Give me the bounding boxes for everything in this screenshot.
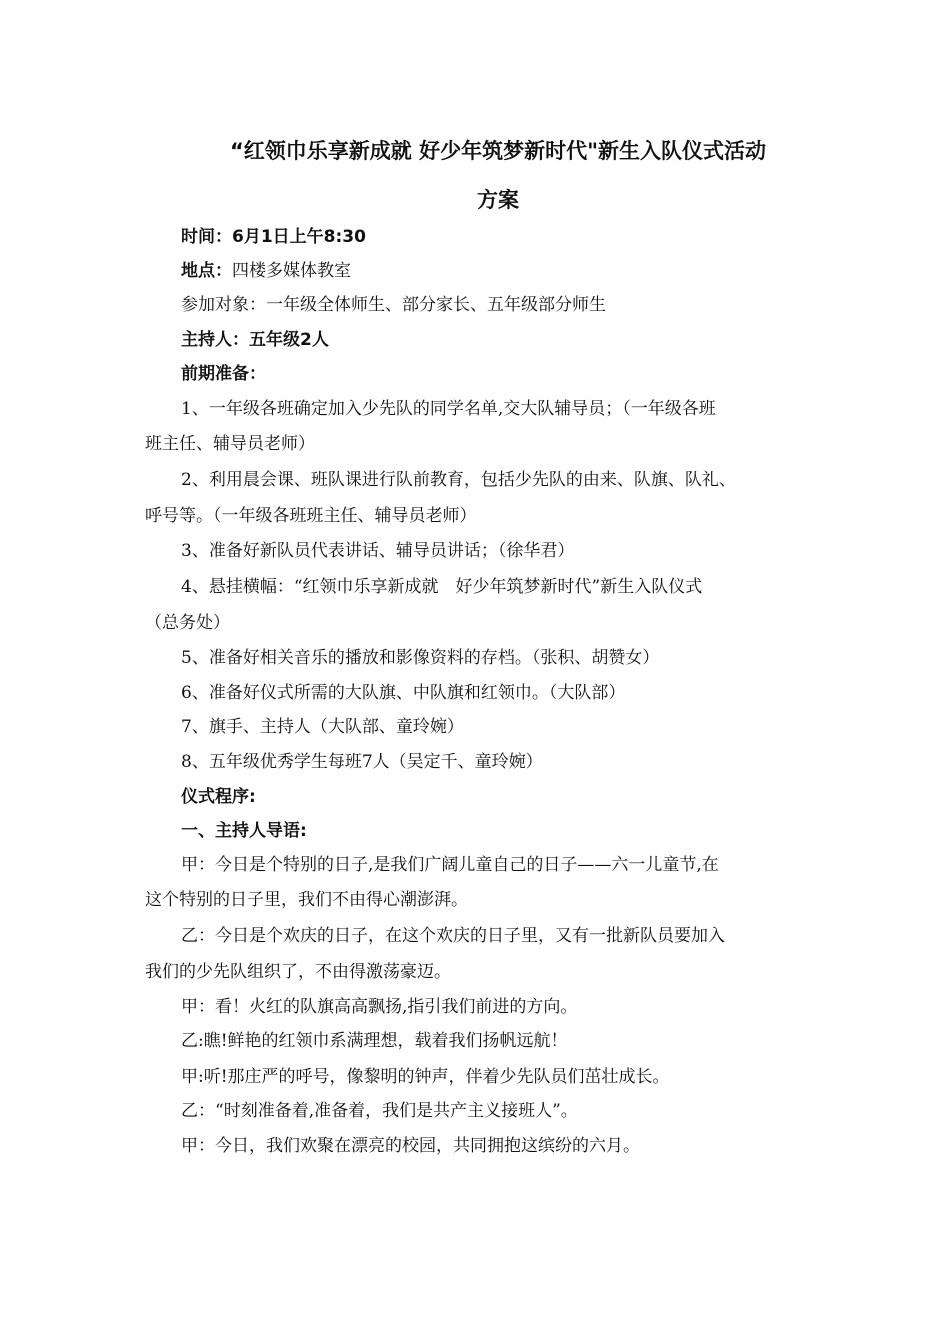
dialogue-line-5: 甲:听!那庄严的呼号，像黎明的钟声，伴着少先队员们茁壮成长。 xyxy=(181,1067,670,1087)
dialogue-line-6: 乙：“时刻准备着,准备着，我们是共产主义接班人”。 xyxy=(181,1101,578,1121)
dialogue-line-7: 甲：今日，我们欢聚在漂亮的校园，共同拥抱这缤纷的六月。 xyxy=(181,1136,640,1156)
prep-item-5: 5、准备好相关音乐的播放和影像资料的存档。（张积、胡赞女） xyxy=(181,648,660,668)
program-heading: 仪式程序: xyxy=(181,787,256,807)
dialogue-line-3: 甲：看！火红的队旗高高飘扬,指引我们前进的方向。 xyxy=(181,997,578,1017)
meta-location-label: 地点： xyxy=(181,261,232,281)
prep-item-3: 3、准备好新队员代表讲话、辅导员讲话；（徐华君） xyxy=(181,541,575,561)
prep-item-4: 4、悬挂横幅：“红领巾乐享新成就 好少年筑梦新时代”新生入队仪式 xyxy=(181,577,703,597)
dialogue-line-4: 乙:瞧!鲜艳的红领巾系满理想，载着我们扬帆远航！ xyxy=(181,1031,568,1051)
meta-participants: 参加对象：一年级全体师生、部分家长、五年级部分师生 xyxy=(181,295,606,315)
prep-item-6: 6、准备好仪式所需的大队旗、中队旗和红领巾。（大队部） xyxy=(181,683,626,703)
dialogue-line-2: 乙：今日是个欢庆的日子，在这个欢庆的日子里，又有一批新队员要加入 xyxy=(181,926,725,946)
meta-host: 主持人：五年级2人 xyxy=(181,330,329,350)
dialogue-line-2-cont: 我们的少先队组织了，不由得激荡豪迈。 xyxy=(145,962,451,982)
dialogue-line-1: 甲：今日是个特别的日子,是我们广阔儿童自己的日子——六一儿童节,在 xyxy=(181,855,719,875)
prep-item-4-cont: （总务处） xyxy=(145,613,230,633)
prep-item-8: 8、五年级优秀学生每班7人（吴定千、童玲婉） xyxy=(181,752,543,772)
document-title-line1: “红领巾乐享新成就 好少年筑梦新时代"新生入队仪式活动 xyxy=(229,139,767,163)
prep-item-2-cont: 呼号等。（一年级各班班主任、辅导员老师） xyxy=(145,506,477,526)
prep-item-7: 7、旗手、主持人（大队部、童玲婉） xyxy=(181,717,464,737)
prep-heading: 前期准备： xyxy=(181,364,266,384)
prep-item-2: 2、利用晨会课、班队课进行队前教育，包括少先队的由来、队旗、队礼、 xyxy=(181,470,736,490)
program-section-1: 一、主持人导语: xyxy=(181,821,307,841)
document-title-line2: 方案 xyxy=(477,188,519,212)
meta-location-value: 四楼多媒体教室 xyxy=(232,261,351,281)
meta-time: 时间：6月1日上午8:30 xyxy=(181,227,366,247)
prep-item-1-cont: 班主任、辅导员老师） xyxy=(145,434,315,454)
meta-location xyxy=(181,260,351,282)
dialogue-line-1-cont: 这个特别的日子里，我们不由得心潮澎湃。 xyxy=(145,890,468,910)
prep-item-1: 1、一年级各班确定加入少先队的同学名单,交大队辅导员；（一年级各班 xyxy=(181,399,716,419)
